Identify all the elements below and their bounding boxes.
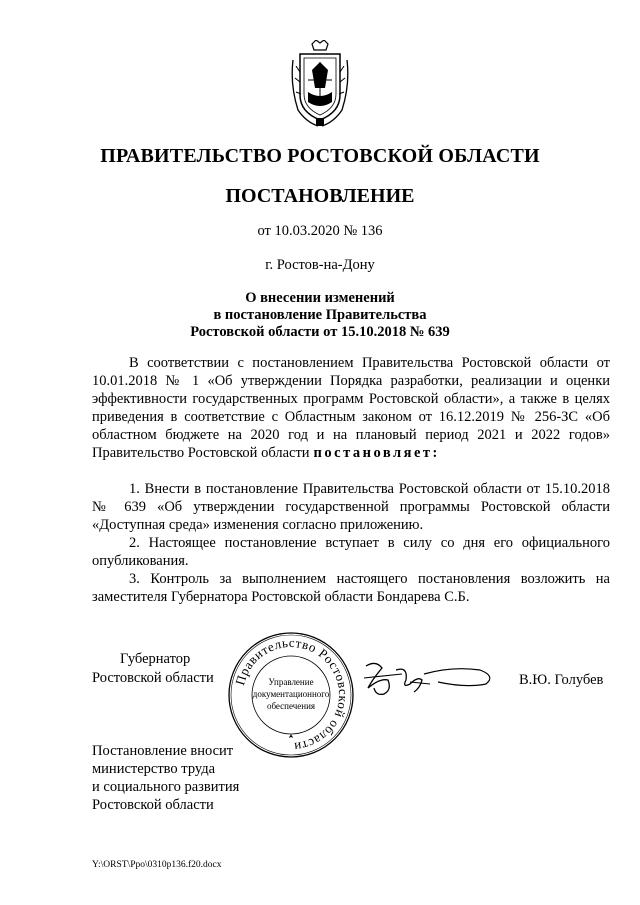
file-path-footer: Y:\ORST\Ppo\0310p136.f20.docx	[92, 860, 222, 870]
introduced-by-line: министерство труда	[92, 761, 216, 777]
official-stamp	[226, 630, 356, 760]
decree-word: постановляет:	[313, 445, 440, 461]
decree-items	[92, 480, 610, 606]
decree-item: 1. Внести в постановление Правительства Ростовской области от 15.10.2018 № 639 «Об утверждении государственной программы Ростовской области «Доступная среда» изменения согласно приложению.	[92, 481, 610, 533]
subject-line: в постановление Правительства	[213, 307, 427, 323]
date-and-number: от 10.03.2020 № 136	[257, 223, 383, 239]
subject-line: Ростовской области от 15.10.2018 № 639	[190, 324, 450, 340]
signatory-title	[92, 650, 214, 688]
city-line: г. Ростов-на-Дону	[265, 257, 375, 273]
introduced-by-line: Ростовской области	[92, 797, 214, 813]
coat-of-arms-emblem	[290, 40, 350, 128]
subject-heading	[0, 290, 640, 341]
stamp-center-line: обеспечения	[266, 701, 316, 711]
introduced-by-block	[92, 742, 239, 814]
stamp-ring-text: Правительство Ростовской области	[232, 634, 352, 755]
stamp-center-line: документационного	[252, 689, 330, 699]
introduced-by-line: Постановление вносит	[92, 743, 234, 759]
handwritten-signature	[362, 658, 497, 704]
signatory-name: В.Ю. Голубев	[519, 672, 604, 688]
decree-item: 2. Настоящее постановление вступает в силу со дня его официального опубликования.	[92, 535, 610, 569]
document-type-title: ПОСТАНОВЛЕНИЕ	[225, 185, 415, 207]
preamble-paragraph	[92, 354, 610, 462]
government-title: ПРАВИТЕЛЬСТВО РОСТОВСКОЙ ОБЛАСТИ	[100, 145, 540, 167]
signatory-title-line: Губернатор	[120, 651, 191, 667]
signatory-title-line: Ростовской области	[92, 670, 214, 686]
stamp-center-line: Управление	[268, 677, 314, 687]
subject-line: О внесении изменений	[245, 290, 395, 306]
decree-item: 3. Контроль за выполнением настоящего постановления возложить на заместителя Губернатора Ростовской области Бондарева С.Б.	[92, 571, 610, 605]
preamble-text: В соответствии с постановлением Правительства Ростовской области от 10.01.2018 № 1 «Об утверждении Порядка разработки, реализации и оценки эффективности государственных программ Ростовской области», а также в целях приведения в соответствие с Областным законом от 16.12.2019 № 256-ЗС «Об областном бюджете на 2020 год и на плановый период 2021 и 2022 годов» Правительство Ростовской области	[92, 355, 610, 461]
introduced-by-line: и социального развития	[92, 779, 240, 795]
